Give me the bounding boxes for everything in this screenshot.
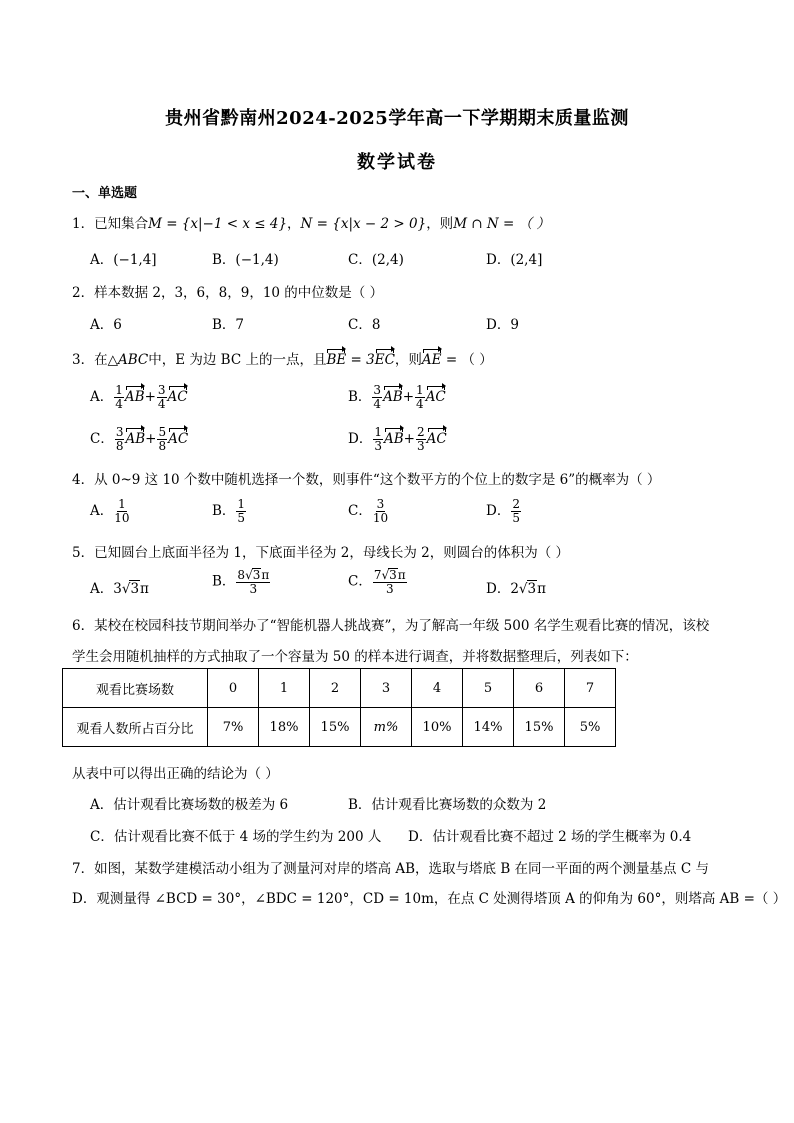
q1-set-n: N = {x|x − 2 > 0}: [300, 216, 427, 232]
table-cell: 14%: [463, 708, 514, 747]
q3-vector-be: BE: [326, 352, 347, 368]
q4-option-c: C． $\frac{3}{10}$: [348, 497, 389, 525]
table-cell: 4: [412, 669, 463, 708]
table-cell: 7: [565, 669, 616, 708]
exam-subtitle: 数学试卷: [357, 152, 437, 173]
table-cell: 15%: [514, 708, 565, 747]
question-6-line-2: 学生会用随机抽样的方式抽取了一个容量为 50 的样本进行调查，并将数据整理后，列表如下：: [72, 649, 638, 665]
question-2: 2．样本数据 2，3，6，8，9，10 的中位数是（ ）: [72, 285, 384, 301]
table-cell: 7%: [208, 708, 259, 747]
q1-option-d: D．(2,4]: [486, 252, 543, 268]
q3-option-a: A． $\frac{1}{4}$ AB+ $\frac{3}{4}$ AC: [90, 383, 188, 411]
q2-option-c: C．8: [348, 317, 381, 333]
question-1: 1．已知集合M = {x|−1 < x ≤ 4}，N = {x|x − 2 > 0}，则M ∩ N = （ ）: [72, 216, 550, 232]
q5-option-b: B． $\frac{8√3\pi}{3}$: [212, 568, 270, 596]
viewing-stats-table: [62, 668, 616, 747]
q1-option-b: B．(−1,4): [212, 252, 279, 268]
q1-ask: M ∩ N = （ ）: [453, 216, 550, 232]
q3-vector-ec: EC: [374, 352, 395, 368]
q3-triangle: △ABC: [107, 352, 149, 368]
q3-option-b: B． $\frac{3}{4}$ AB+ $\frac{1}{4}$ AC: [348, 383, 446, 411]
question-7-line-1: 7．如图，某数学建模活动小组为了测量河对岸的塔高 AB，选取与塔底 B 在同一平面的两个测量基点 C 与: [72, 861, 709, 877]
q6-option-c: C．估计观看比赛不低于 4 场的学生约为 200 人: [90, 829, 382, 845]
table-header-cell: 观看比赛场数: [63, 669, 208, 708]
table-cell: 5: [463, 669, 514, 708]
table-cell: m%: [361, 708, 412, 747]
q1-stem: 已知集合: [94, 216, 149, 232]
table-header-cell: 观看人数所占百分比: [63, 708, 208, 747]
table-cell: 18%: [259, 708, 310, 747]
table-cell: 15%: [310, 708, 361, 747]
question-5: 5．已知圆台上底面半径为 1，下底面半径为 2，母线长为 2，则圆台的体积为（ ）: [72, 545, 570, 561]
question-4: 4．从 0~9 这 10 个数中随机选择一个数，则事件“这个数平方的个位上的数字是 6”的概率为（ ）: [72, 472, 661, 488]
q4-option-a: A． $\frac{1}{10}$: [90, 497, 130, 525]
table-cell: 10%: [412, 708, 463, 747]
table-row: [63, 669, 616, 708]
question-7-line-2: D．观测量得 ∠BCD = 30°，∠BDC = 120°，CD = 10m，在点 C 处测得塔顶 A 的仰角为 60°，则塔高 AB =（ ）: [72, 891, 787, 907]
question-6-prompt: 从表中可以得出正确的结论为（ ）: [72, 766, 279, 782]
q4-option-d: D． $\frac{2}{5}$: [486, 497, 520, 525]
q3-option-c: C． $\frac{3}{8}$ AB+ $\frac{5}{8}$ AC: [90, 425, 189, 453]
exam-title: 贵州省黔南州2024-2025学年高一下学期期末质量监测: [165, 108, 629, 129]
q2-option-d: D．9: [486, 317, 519, 333]
q1-set-m: M = {x|−1 < x ≤ 4}: [148, 216, 288, 232]
question-3: 3．在△ABC中，E 为边 BC 上的一点，且BE = 3EC，则AE = （ ）: [72, 352, 493, 368]
table-cell: 1: [259, 669, 310, 708]
q5-option-d: D．2√3π: [486, 581, 546, 597]
q1-option-c: C．(2,4): [348, 252, 404, 268]
q6-option-a: A．估计观看比赛场数的极差为 6: [90, 797, 289, 813]
section-heading: 一、单选题: [72, 186, 138, 201]
q3-option-d: D． $\frac{1}{3}$ AB+ $\frac{2}{3}$ AC: [348, 425, 447, 453]
q5-option-a: A．3√3π: [90, 581, 149, 597]
q2-option-b: B．7: [212, 317, 245, 333]
q3-vector-ae: AE: [421, 352, 442, 368]
table-cell: 3: [361, 669, 412, 708]
q1-option-a: A．(−1,4]: [90, 252, 157, 268]
q5-option-c: C． $\frac{7√3\pi}{3}$: [348, 568, 406, 596]
table-cell: 0: [208, 669, 259, 708]
q1-number: 1．: [72, 216, 95, 232]
q6-option-d: D．估计观看比赛不超过 2 场的学生概率为 0.4: [408, 829, 692, 845]
table-cell: 2: [310, 669, 361, 708]
table-cell: 6: [514, 669, 565, 708]
q2-option-a: A．6: [90, 317, 122, 333]
table-cell: 5%: [565, 708, 616, 747]
q4-option-b: B． $\frac{1}{5}$: [212, 497, 246, 525]
q1-post: ，则: [426, 216, 454, 232]
question-6-line-1: 6．某校在校园科技节期间举办了“智能机器人挑战赛”，为了解高一年级 500 名学生观看比赛的情况，该校: [72, 618, 710, 634]
table-row: [63, 708, 616, 747]
q6-option-b: B．估计观看比赛场数的众数为 2: [348, 797, 547, 813]
